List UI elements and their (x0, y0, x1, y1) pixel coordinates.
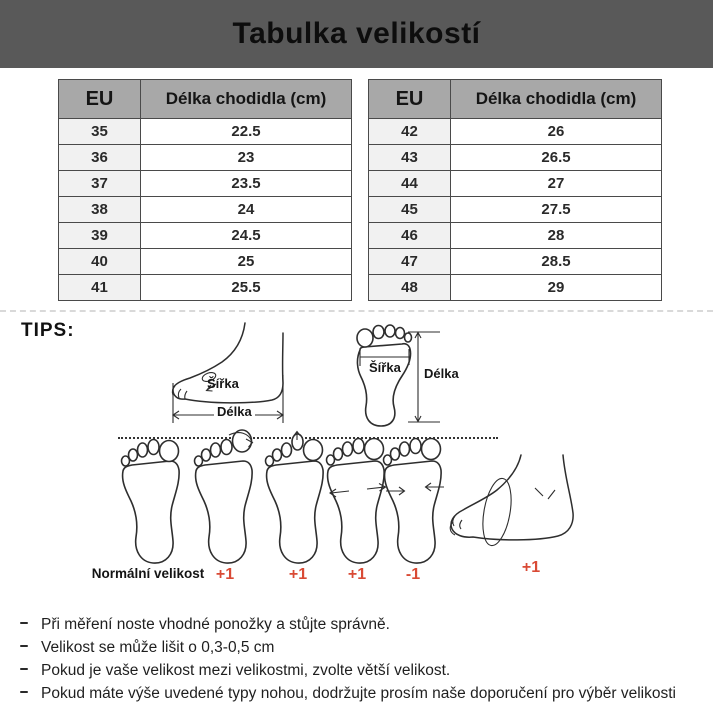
eu-size-cell: 37 (59, 171, 141, 197)
eu-size-cell: 41 (59, 275, 141, 301)
eu-size-cell: 38 (59, 197, 141, 223)
dash-bullet (20, 691, 28, 693)
foot-type-label-minus1-narrow: -1 (405, 566, 421, 583)
foot-length-cell: 25.5 (141, 275, 352, 301)
note-item (17, 663, 707, 679)
length-measure-label: Délka (424, 366, 459, 381)
column-header-eu: EU (59, 80, 141, 119)
table-row (369, 171, 662, 197)
foot-length-cell: 26.5 (451, 145, 662, 171)
table-row (369, 197, 662, 223)
table-row (59, 145, 352, 171)
eu-size-cell: 46 (369, 223, 451, 249)
footprint-long-big-toe-illustration (189, 430, 263, 570)
foot-high-instep-illustration (443, 452, 593, 558)
table-row (59, 197, 352, 223)
length-measure-label: Délka (214, 404, 255, 419)
foot-length-cell: 23 (141, 145, 352, 171)
eu-size-cell: 42 (369, 119, 451, 145)
eu-size-cell: 40 (59, 249, 141, 275)
column-header-foot-length: Délka chodidla (cm) (451, 80, 662, 119)
eu-size-cell: 48 (369, 275, 451, 301)
table-row (369, 119, 662, 145)
width-measure-label: Šířka (207, 376, 239, 391)
foot-length-cell: 25 (141, 249, 352, 275)
table-row (369, 145, 662, 171)
width-measure-label: Šířka (369, 360, 401, 375)
note-item (17, 617, 707, 633)
table-header-row (59, 80, 352, 119)
table-row (59, 275, 352, 301)
size-table-left (58, 79, 352, 301)
foot-length-cell: 26 (451, 119, 662, 145)
foot-type-label-plus1-second-toe: +1 (288, 566, 308, 583)
table-row (369, 275, 662, 301)
table-header-row (369, 80, 662, 119)
foot-length-cell: 22.5 (141, 119, 352, 145)
section-divider (0, 310, 713, 312)
note-text: Velikost se může lišit o 0,3-0,5 cm (41, 639, 275, 656)
table-row (369, 249, 662, 275)
eu-size-cell: 45 (369, 197, 451, 223)
eu-size-cell: 39 (59, 223, 141, 249)
notes-list (17, 617, 707, 702)
foot-length-cell: 23.5 (141, 171, 352, 197)
table-row (59, 249, 352, 275)
foot-length-cell: 29 (451, 275, 662, 301)
dash-bullet (20, 622, 28, 624)
note-item (17, 686, 707, 702)
foot-type-label-plus1-instep: +1 (521, 559, 541, 576)
foot-length-cell: 28.5 (451, 249, 662, 275)
column-header-eu: EU (369, 80, 451, 119)
column-header-foot-length: Délka chodidla (cm) (141, 80, 352, 119)
table-row (59, 171, 352, 197)
foot-length-cell: 24.5 (141, 223, 352, 249)
eu-size-cell: 35 (59, 119, 141, 145)
foot-type-label-normal: Normální velikost (91, 566, 205, 581)
dash-bullet (20, 645, 28, 647)
footprint-normal-illustration (116, 430, 190, 570)
foot-length-cell: 24 (141, 197, 352, 223)
table-row (59, 223, 352, 249)
note-text: Pokud je vaše velikost mezi velikostmi, zvolte větší velikost. (41, 662, 451, 679)
foot-length-cell: 28 (451, 223, 662, 249)
table-row (369, 223, 662, 249)
eu-size-cell: 44 (369, 171, 451, 197)
dash-bullet (20, 668, 28, 670)
size-table-right (368, 79, 662, 301)
foot-length-cell: 27.5 (451, 197, 662, 223)
tips-heading: TIPS: (21, 320, 75, 341)
table-row (59, 119, 352, 145)
foot-length-cell: 27 (451, 171, 662, 197)
eu-size-cell: 43 (369, 145, 451, 171)
eu-size-cell: 47 (369, 249, 451, 275)
foot-type-label-plus1-wide: +1 (347, 566, 367, 583)
page-title: Tabulka velikostí (232, 17, 481, 50)
note-text: Pokud máte výše uvedené typy nohou, dodržujte prosím naše doporučení pro výběr velikosti (41, 685, 677, 702)
note-text: Při měření noste vhodné ponožky a stůjte správně. (41, 616, 390, 633)
foot-type-label-plus1-big-toe: +1 (215, 566, 235, 583)
note-item (17, 640, 707, 656)
title-banner (0, 0, 713, 68)
eu-size-cell: 36 (59, 145, 141, 171)
footprint-narrow-foot-illustration (378, 430, 452, 570)
